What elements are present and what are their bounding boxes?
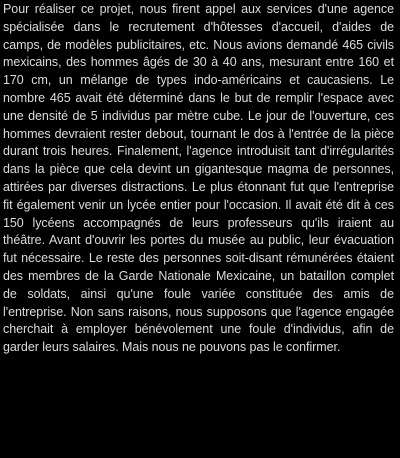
- body-paragraph: Pour réaliser ce projet, nous firent appel aux services d'une agence spécialisée dans le recrutement d'hôtesses d'accueil, d'aides de camps, de modèles publicitaires, etc. Nous avions demandé 465 civils mexicains, des hommes âgés de 30 à 40 ans, mesurant entre 160 et 170 cm, un mélange de types indo-américains et caucasiens. Le nombre 465 avait été déterminé dans le but de remplir l'espace avec une densité de 5 individus par mètre cube. Le jour de l'ouverture, ces hommes devraient rester debout, tournant le dos à l'entrée de la pièce durant trois heures. Finalement, l'agence introduisit tant d'irrégularités dans la pièce que cela devint un gigantesque magma de personnes, attirées par diverses distractions. Le plus étonnant fut que l'entreprise fit également venir un lycée entier pour l'occasion. Il avait été dit à ces 150 lycéens accompagnés de leurs professeurs qu'ils iraient au théâtre. Avant d'ouvrir les portes du musée au public, leur évacuation fut nécessaire. Le reste des personnes soit-disant rémunérées étaient des membres de la Garde Nationale Mexicaine, un bataillon complet de soldats, ainsi qu'une foule variée constituée des amis de l'entreprise. Non sans raisons, nous supposons que l'agence engagée cherchait à employer bénévolement une foule d'individus, afin de garder leurs salaires. Mais nous ne pouvons pas le confirmer.: [3, 2, 394, 355]
